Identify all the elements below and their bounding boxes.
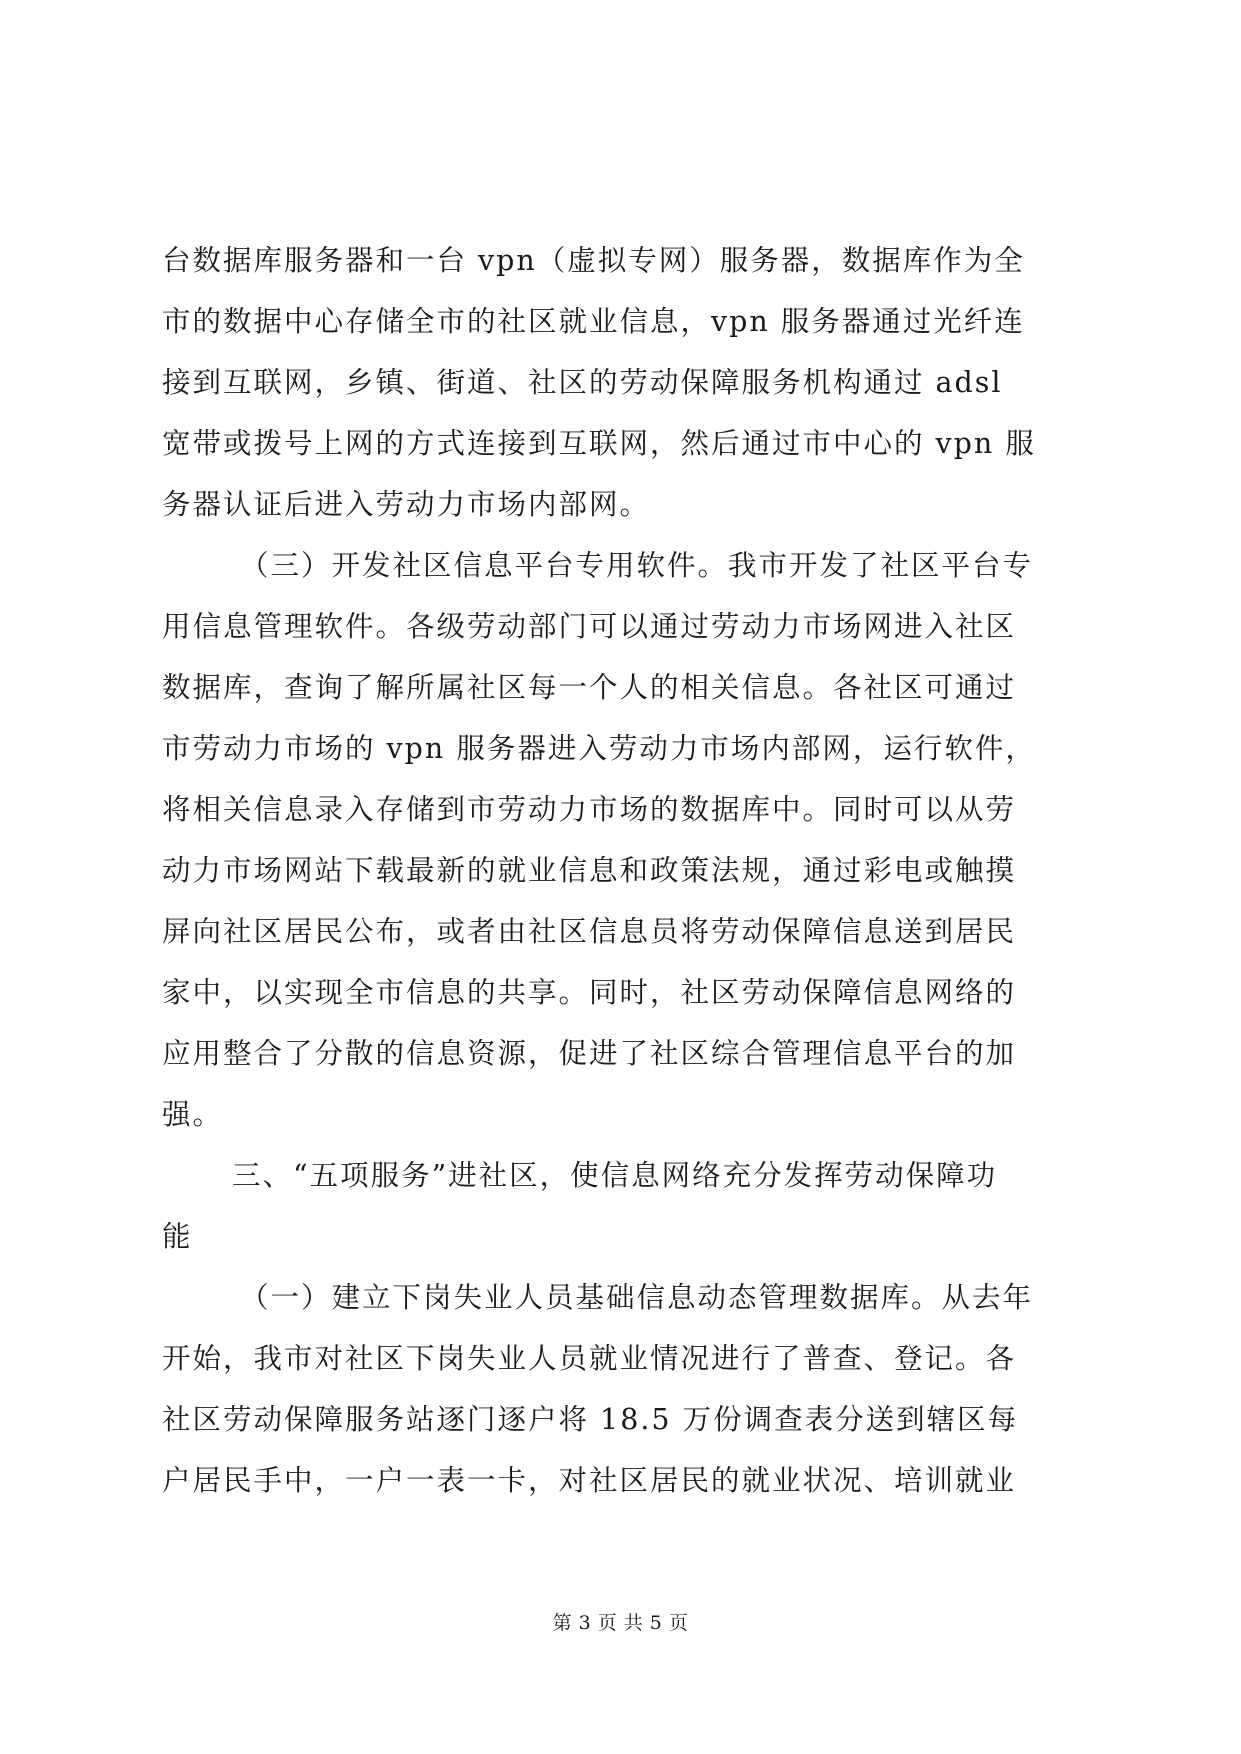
text-line: 强。 (162, 1098, 224, 1131)
text-line: 用信息管理软件。各级劳动部门可以通过劳动力市场网进入社区 (162, 610, 1017, 643)
text-line: 宽带或拨号上网的方式连接到互联网，然后通过市中心的 vpn 服 (162, 427, 1036, 460)
text-line: 应用整合了分散的信息资源，促进了社区综合管理信息平台的加 (162, 1037, 1017, 1070)
text-line: 屏向社区居民公布，或者由社区信息员将劳动保障信息送到居民 (162, 915, 1017, 948)
page-number-footer: 第 3 页 共 5 页 (552, 1612, 689, 1634)
section-heading-line: （三）开发社区信息平台专用软件。我市开发了社区平台专 (240, 549, 1034, 582)
section-heading-line: （一）建立下岗失业人员基础信息动态管理数据库。从去年 (240, 1281, 1034, 1314)
text-line: 务器认证后进入劳动力市场内部网。 (162, 488, 651, 521)
text-line: 家中，以实现全市信息的共享。同时，社区劳动保障信息网络的 (162, 976, 1017, 1009)
text-line: 动力市场网站下载最新的就业信息和政策法规，通过彩电或触摸 (162, 854, 1017, 887)
text-line: 社区劳动保障服务站逐门逐户将 18.5 万份调查表分送到辖区每 (162, 1403, 1019, 1436)
text-line: 台数据库服务器和一台 vpn（虚拟专网）服务器，数据库作为全 (162, 244, 1025, 277)
text-line: 市劳动力市场的 vpn 服务器进入劳动力市场内部网，运行软件， (162, 732, 1036, 765)
text-line: 将相关信息录入存储到市劳动力市场的数据库中。同时可以从劳 (162, 793, 1017, 826)
text-line: 开始，我市对社区下岗失业人员就业情况进行了普查、登记。各 (162, 1342, 1017, 1375)
text-line: 户居民手中，一户一表一卡，对社区居民的就业状况、培训就业 (162, 1464, 1017, 1497)
document-body (162, 230, 1082, 1511)
section-heading-line: 三、“五项服务”进社区，使信息网络充分发挥劳动保障功 (232, 1159, 998, 1192)
text-line: 市的数据中心存储全市的社区就业信息，vpn 服务器通过光纤连 (162, 305, 1025, 338)
text-line: 能 (162, 1220, 193, 1253)
text-line: 接到互联网，乡镇、街道、社区的劳动保障服务机构通过 adsl (162, 366, 1003, 399)
text-line: 数据库，查询了解所属社区每一个人的相关信息。各社区可通过 (162, 671, 1017, 704)
